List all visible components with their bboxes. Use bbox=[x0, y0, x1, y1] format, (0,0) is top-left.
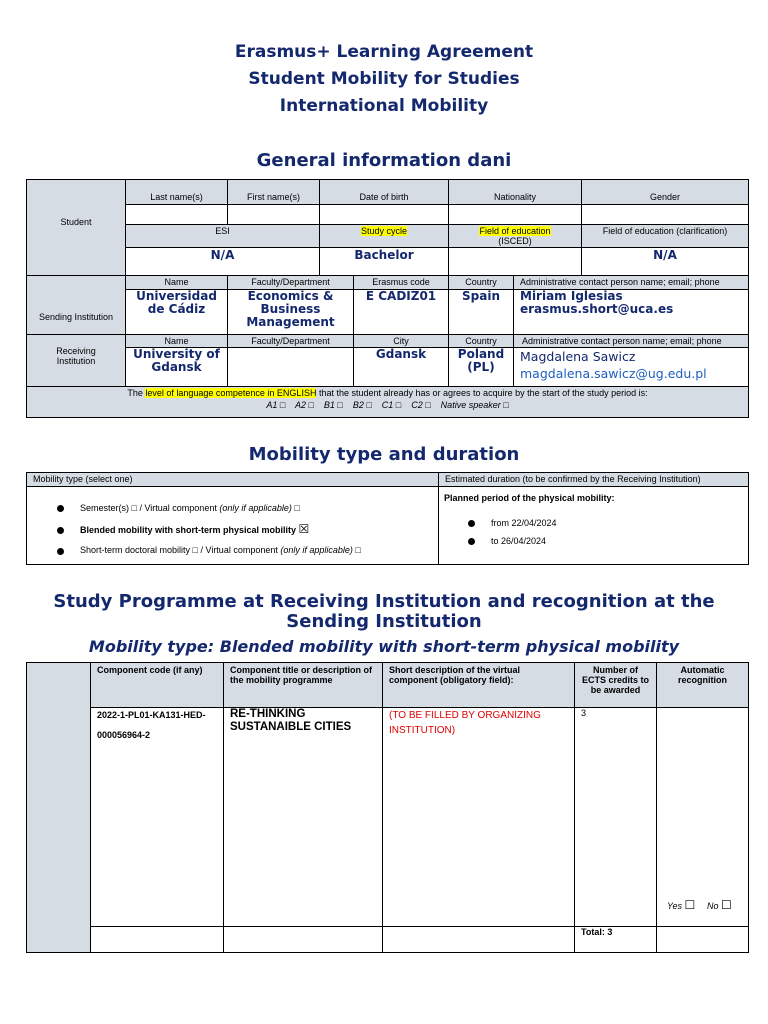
col-nationality: Nationality bbox=[493, 192, 537, 202]
col-component-title: Component title or description of the mobility programme bbox=[230, 665, 372, 685]
no-checkbox[interactable]: ☐ bbox=[721, 898, 732, 912]
general-info-heading: General information dani bbox=[256, 150, 512, 171]
sending-country-value: Spain bbox=[462, 289, 500, 303]
mobility-option-blended[interactable] bbox=[80, 522, 309, 536]
col-sending-faculty: Faculty/Department bbox=[251, 277, 330, 287]
header-cell bbox=[125, 275, 228, 290]
ects-value: 3 bbox=[581, 708, 587, 718]
component-title-cell[interactable] bbox=[223, 707, 383, 927]
col-sending-contact: Administrative contact person name; email; phone bbox=[520, 277, 720, 287]
doc-title-line2: Student Mobility for Studies bbox=[248, 69, 520, 89]
col-component-code: Component code (if any) bbox=[97, 665, 203, 675]
header-cell bbox=[438, 472, 749, 487]
col-isced: (ISCED) bbox=[498, 236, 532, 246]
receiving-name-value: University of Gdansk bbox=[133, 347, 220, 374]
receiving-contact-email[interactable]: magdalena.sawicz@ug.edu.pl bbox=[520, 366, 707, 381]
header-cell bbox=[125, 334, 228, 348]
recognition-yes[interactable] bbox=[667, 898, 695, 912]
header-cell bbox=[448, 179, 582, 205]
header-cell bbox=[223, 662, 383, 708]
col-receiving-name: Name bbox=[164, 336, 189, 346]
language-text-pre: The bbox=[127, 388, 146, 398]
header-cell bbox=[26, 472, 439, 487]
total-ects: Total: 3 bbox=[581, 927, 613, 937]
esi-value: N/A bbox=[210, 248, 235, 262]
automatic-recognition-cell bbox=[656, 707, 749, 927]
col-field-of-education: Field of education bbox=[479, 226, 551, 236]
col-study-cycle: Study cycle bbox=[360, 226, 408, 236]
yes-checkbox[interactable]: ☐ bbox=[684, 898, 696, 912]
virtual-description-value: (TO BE FILLED BY ORGANIZING INSTITUTION) bbox=[389, 710, 541, 736]
field-clarification-value: N/A bbox=[653, 248, 677, 262]
virtual-description-cell[interactable] bbox=[382, 707, 575, 927]
field-of-education-field[interactable] bbox=[448, 247, 582, 276]
column-divider bbox=[438, 486, 439, 565]
sending-country-field[interactable] bbox=[448, 289, 514, 335]
header-cell bbox=[125, 224, 320, 248]
header-cell bbox=[227, 334, 354, 348]
option-semester-checkbox[interactable]: □ bbox=[291, 503, 300, 513]
receiving-contact-name: Magdalena Sawicz bbox=[520, 349, 636, 364]
col-city: City bbox=[393, 336, 409, 346]
sending-institution-label: Sending Institution bbox=[38, 312, 114, 322]
esi-field[interactable] bbox=[125, 247, 320, 276]
bullet-icon bbox=[57, 505, 64, 512]
header-cell bbox=[319, 224, 449, 248]
gender-field[interactable] bbox=[581, 204, 749, 225]
col-first-name: First name(s) bbox=[246, 192, 300, 202]
header-cell bbox=[90, 662, 224, 708]
study-cycle-value: Bachelor bbox=[354, 248, 414, 262]
language-text-post: that the student already has or agrees to acquire by the start of the study period is: bbox=[316, 388, 648, 398]
programme-heading-line2: Sending Institution bbox=[286, 611, 482, 632]
sending-faculty-field[interactable] bbox=[227, 289, 354, 335]
erasmus-code-value: E CADIZ01 bbox=[365, 289, 437, 303]
header-cell bbox=[353, 275, 449, 290]
total-row-cell bbox=[382, 926, 575, 953]
col-ects: Number of ECTS credits to be awarded bbox=[581, 665, 649, 695]
receiving-city-field[interactable] bbox=[353, 347, 449, 387]
col-receiving-faculty: Faculty/Department bbox=[251, 336, 330, 346]
receiving-country-value: Poland (PL) bbox=[457, 347, 505, 374]
option-doctoral-checkbox[interactable]: □ bbox=[352, 545, 361, 555]
date-of-birth-field[interactable] bbox=[319, 204, 449, 225]
programme-side-cell bbox=[26, 662, 91, 953]
total-cell bbox=[574, 926, 657, 953]
option-blended-label: Blended mobility with short-term physical mobility bbox=[80, 525, 297, 535]
component-code-cell[interactable] bbox=[90, 707, 224, 927]
bullet-icon bbox=[468, 538, 475, 545]
sending-faculty-value: Economics & Business Management bbox=[246, 289, 335, 329]
col-sending-name: Name bbox=[164, 277, 189, 287]
programme-subtitle: Mobility type: Blended mobility with short-term physical mobility bbox=[88, 637, 680, 656]
mobility-option-semester[interactable] bbox=[80, 503, 300, 513]
last-name-field[interactable] bbox=[125, 204, 228, 225]
receiving-name-field[interactable] bbox=[125, 347, 228, 387]
col-automatic-recognition: Automatic recognition bbox=[678, 665, 727, 685]
field-clarification-field[interactable] bbox=[581, 247, 749, 276]
total-row-cell bbox=[223, 926, 383, 953]
sending-name-value: Universidad de Cádiz bbox=[136, 289, 217, 316]
col-receiving-contact: Administrative contact person name; email; phone bbox=[522, 336, 722, 346]
col-date-of-birth: Date of birth bbox=[359, 192, 409, 202]
recognition-no[interactable] bbox=[707, 898, 732, 912]
col-receiving-country: Country bbox=[465, 336, 497, 346]
erasmus-code-field[interactable] bbox=[353, 289, 449, 335]
total-row-cell bbox=[90, 926, 224, 953]
header-cell bbox=[319, 179, 449, 205]
duration-header: Estimated duration (to be confirmed by the Receiving Institution) bbox=[445, 474, 701, 484]
language-level-checkboxes[interactable]: A1 □ A2 □ B1 □ B2 □ C1 □ C2 □ Native speaker □ bbox=[266, 400, 509, 410]
sending-contact-field[interactable] bbox=[513, 289, 749, 335]
option-semester-note: (only if applicable) bbox=[219, 503, 292, 513]
yes-label: Yes bbox=[667, 901, 683, 911]
col-field-clarification: Field of education (clarification) bbox=[602, 226, 728, 236]
header-cell bbox=[353, 334, 449, 348]
receiving-institution-label: Receiving Institution bbox=[56, 346, 96, 366]
component-code-line2: 000056964-2 bbox=[97, 730, 151, 740]
period-from: from 22/04/2024 bbox=[491, 518, 557, 528]
mobility-option-doctoral[interactable] bbox=[80, 545, 361, 555]
header-cell bbox=[448, 224, 582, 248]
mobility-type-header: Mobility type (select one) bbox=[33, 474, 133, 484]
mobility-heading: Mobility type and duration bbox=[248, 444, 520, 465]
student-label: Student bbox=[60, 217, 92, 227]
bullet-icon bbox=[468, 520, 475, 527]
col-virtual-description: Short description of the virtual component (obligatory field): bbox=[389, 665, 521, 685]
col-gender: Gender bbox=[649, 192, 681, 202]
option-doctoral-label: Short-term doctoral mobility □ / Virtual component bbox=[80, 545, 281, 555]
component-code-line1: 2022-1-PL01-KA131-HED- bbox=[97, 710, 206, 720]
col-esi: ESI bbox=[215, 226, 230, 236]
col-sending-country: Country bbox=[465, 277, 497, 287]
header-cell bbox=[581, 224, 749, 248]
receiving-city-value: Gdansk bbox=[375, 347, 427, 361]
total-row-cell bbox=[656, 926, 749, 953]
period-to: to 26/04/2024 bbox=[491, 536, 547, 546]
col-last-name: Last name(s) bbox=[150, 192, 203, 202]
bullet-icon bbox=[57, 548, 64, 555]
sending-contact-name: Miriam Iglesias bbox=[520, 289, 623, 303]
nationality-field[interactable] bbox=[448, 204, 582, 225]
option-semester-label: Semester(s) □ / Virtual component bbox=[80, 503, 220, 513]
header-cell bbox=[227, 275, 354, 290]
header-cell bbox=[513, 275, 749, 290]
sending-contact-email[interactable]: erasmus.short@uca.es bbox=[520, 302, 674, 316]
programme-heading-line1: Study Programme at Receiving Institution and recognition at the bbox=[53, 591, 715, 612]
header-cell bbox=[656, 662, 749, 708]
header-cell bbox=[513, 334, 749, 348]
study-cycle-field[interactable] bbox=[319, 247, 449, 276]
receiving-faculty-field[interactable] bbox=[227, 347, 354, 387]
doc-title-line1: Erasmus+ Learning Agreement bbox=[234, 42, 534, 62]
col-erasmus-code: Erasmus code bbox=[372, 277, 430, 287]
doc-title-line3: International Mobility bbox=[279, 96, 489, 116]
language-text-highlight: level of language competence in ENGLISH bbox=[145, 388, 317, 398]
receiving-contact-field[interactable] bbox=[513, 347, 749, 387]
sending-row-label-cell bbox=[26, 275, 126, 335]
component-title-value: RE-THINKING SUSTANAIBLE CITIES bbox=[230, 708, 352, 733]
receiving-country-field[interactable] bbox=[448, 347, 514, 387]
language-competence-text bbox=[26, 388, 749, 398]
header-cell bbox=[581, 179, 749, 205]
header-cell bbox=[448, 275, 514, 290]
option-blended-checkbox[interactable]: ☒ bbox=[298, 522, 310, 536]
header-cell bbox=[227, 179, 320, 205]
first-name-field[interactable] bbox=[227, 204, 320, 225]
header-cell bbox=[448, 334, 514, 348]
header-cell bbox=[125, 179, 228, 205]
no-label: No bbox=[707, 901, 719, 911]
header-cell bbox=[382, 662, 575, 708]
student-row-label-cell bbox=[26, 179, 126, 276]
planned-period-label: Planned period of the physical mobility: bbox=[444, 493, 615, 503]
option-doctoral-note: (only if applicable) bbox=[280, 545, 353, 555]
sending-name-field[interactable] bbox=[125, 289, 228, 335]
header-cell bbox=[574, 662, 657, 708]
bullet-icon bbox=[57, 527, 64, 534]
ects-cell[interactable] bbox=[574, 707, 657, 927]
